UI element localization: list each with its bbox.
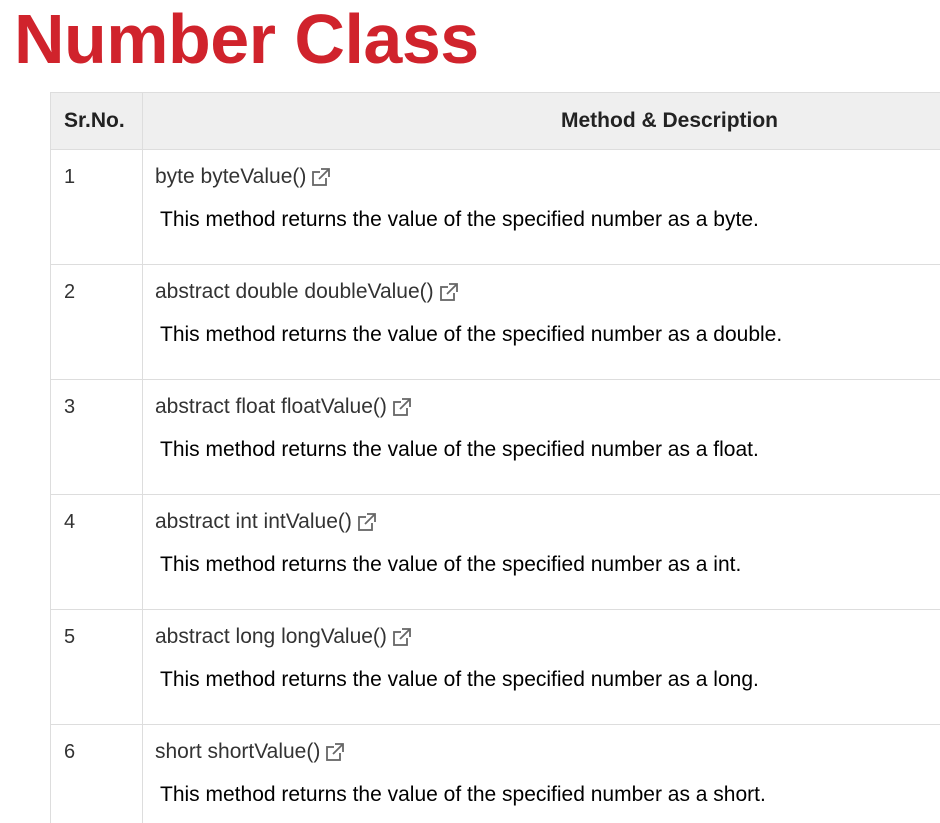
- external-link-icon: [439, 282, 459, 302]
- table-header-row: [51, 93, 940, 150]
- method-signature: abstract double doubleValue(): [155, 280, 434, 303]
- method-signature: abstract float floatValue(): [155, 395, 387, 418]
- external-link-icon: [311, 167, 331, 187]
- table-row: [51, 265, 940, 380]
- methods-table: [50, 92, 940, 823]
- method-cell: [143, 380, 940, 495]
- row-number: 3: [51, 380, 143, 495]
- external-link-icon: [392, 627, 412, 647]
- method-link[interactable]: [155, 509, 377, 535]
- table-row: [51, 725, 940, 823]
- external-link-icon: [325, 742, 345, 762]
- header-method-description: Method & Description: [143, 93, 940, 150]
- method-description: This method returns the value of the specified number as a byte.: [160, 208, 759, 231]
- external-link-icon: [392, 397, 412, 417]
- method-description: This method returns the value of the specified number as a short.: [160, 783, 766, 806]
- table-row: [51, 495, 940, 610]
- method-link[interactable]: [155, 394, 412, 420]
- row-number: 2: [51, 265, 143, 380]
- table-row: [51, 380, 940, 495]
- method-signature: short shortValue(): [155, 740, 321, 763]
- table-row: [51, 610, 940, 725]
- method-description: This method returns the value of the specified number as a int.: [160, 553, 742, 576]
- method-cell: [143, 725, 940, 823]
- row-number: 6: [51, 725, 143, 823]
- method-link[interactable]: [155, 624, 412, 650]
- method-cell: [143, 610, 940, 725]
- method-signature: byte byteValue(): [155, 165, 307, 188]
- external-link-icon: [357, 512, 377, 532]
- method-description: This method returns the value of the specified number as a float.: [160, 438, 759, 461]
- method-description: This method returns the value of the specified number as a long.: [160, 668, 759, 691]
- method-signature: abstract long longValue(): [155, 625, 387, 648]
- row-number: 4: [51, 495, 143, 610]
- method-cell: [143, 495, 940, 610]
- row-number: 5: [51, 610, 143, 725]
- page-title: Number Class: [14, 0, 479, 78]
- method-cell: [143, 150, 940, 265]
- method-description: This method returns the value of the specified number as a double.: [160, 323, 783, 346]
- method-link[interactable]: [155, 739, 345, 765]
- method-cell: [143, 265, 940, 380]
- row-number: 1: [51, 150, 143, 265]
- method-link[interactable]: [155, 279, 459, 305]
- header-srno: Sr.No.: [51, 93, 143, 150]
- method-signature: abstract int intValue(): [155, 510, 352, 533]
- method-link[interactable]: [155, 164, 331, 190]
- table-row: [51, 150, 940, 265]
